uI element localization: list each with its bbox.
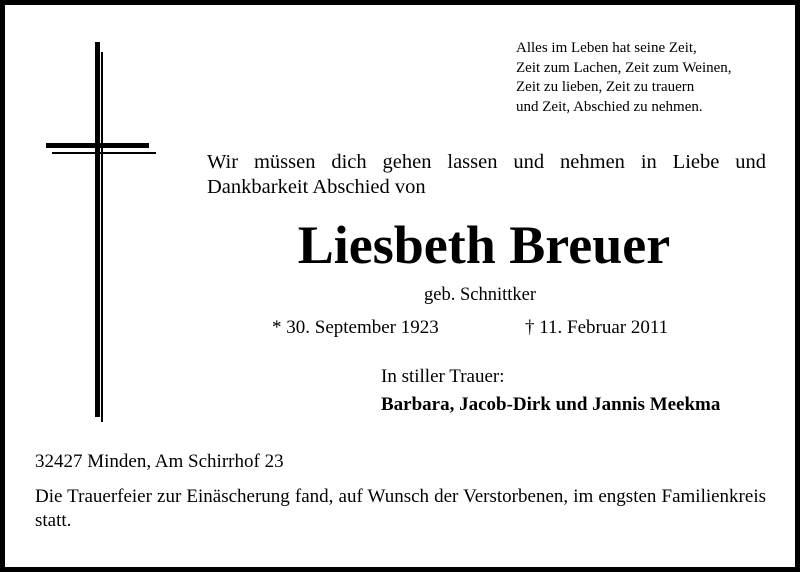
cross-vertical-bar — [95, 42, 100, 417]
deceased-name: Liesbeth Breuer — [297, 215, 671, 275]
maiden-name: geb. Schnittker — [423, 285, 536, 305]
ceremony-note: Die Trauerfeier zur Einäscherung fand, auf Wunsch der Verstorbenen, im engsten Familienkreis statt. — [35, 486, 766, 531]
cross-horizontal-line — [52, 152, 156, 154]
mourners-heading: In stiller Trauer: — [381, 366, 505, 387]
poem-line: Alles im Leben hat seine Zeit, — [516, 40, 697, 56]
birth-date: * 30. September 1923 — [272, 317, 439, 338]
poem-line: Zeit zum Lachen, Zeit zum Weinen, — [516, 59, 732, 76]
poem-line: Zeit zu lieben, Zeit zu trauern — [516, 79, 695, 95]
cross-horizontal-bar — [46, 143, 149, 148]
address: 32427 Minden, Am Schirrhof 23 — [35, 451, 284, 472]
mourners-names: Barbara, Jacob-Dirk und Jannis Meekma — [381, 394, 721, 415]
poem-line: und Zeit, Abschied zu nehmen. — [516, 98, 703, 115]
death-date: † 11. Februar 2011 — [525, 317, 669, 338]
intro-text: Wir müssen dich gehen lassen und nehmen in Liebe und Dankbarkeit Abschied von — [207, 151, 766, 198]
cross-vertical-line — [101, 52, 103, 422]
maiden-name-row — [0, 284, 800, 306]
poem-block — [516, 39, 732, 117]
